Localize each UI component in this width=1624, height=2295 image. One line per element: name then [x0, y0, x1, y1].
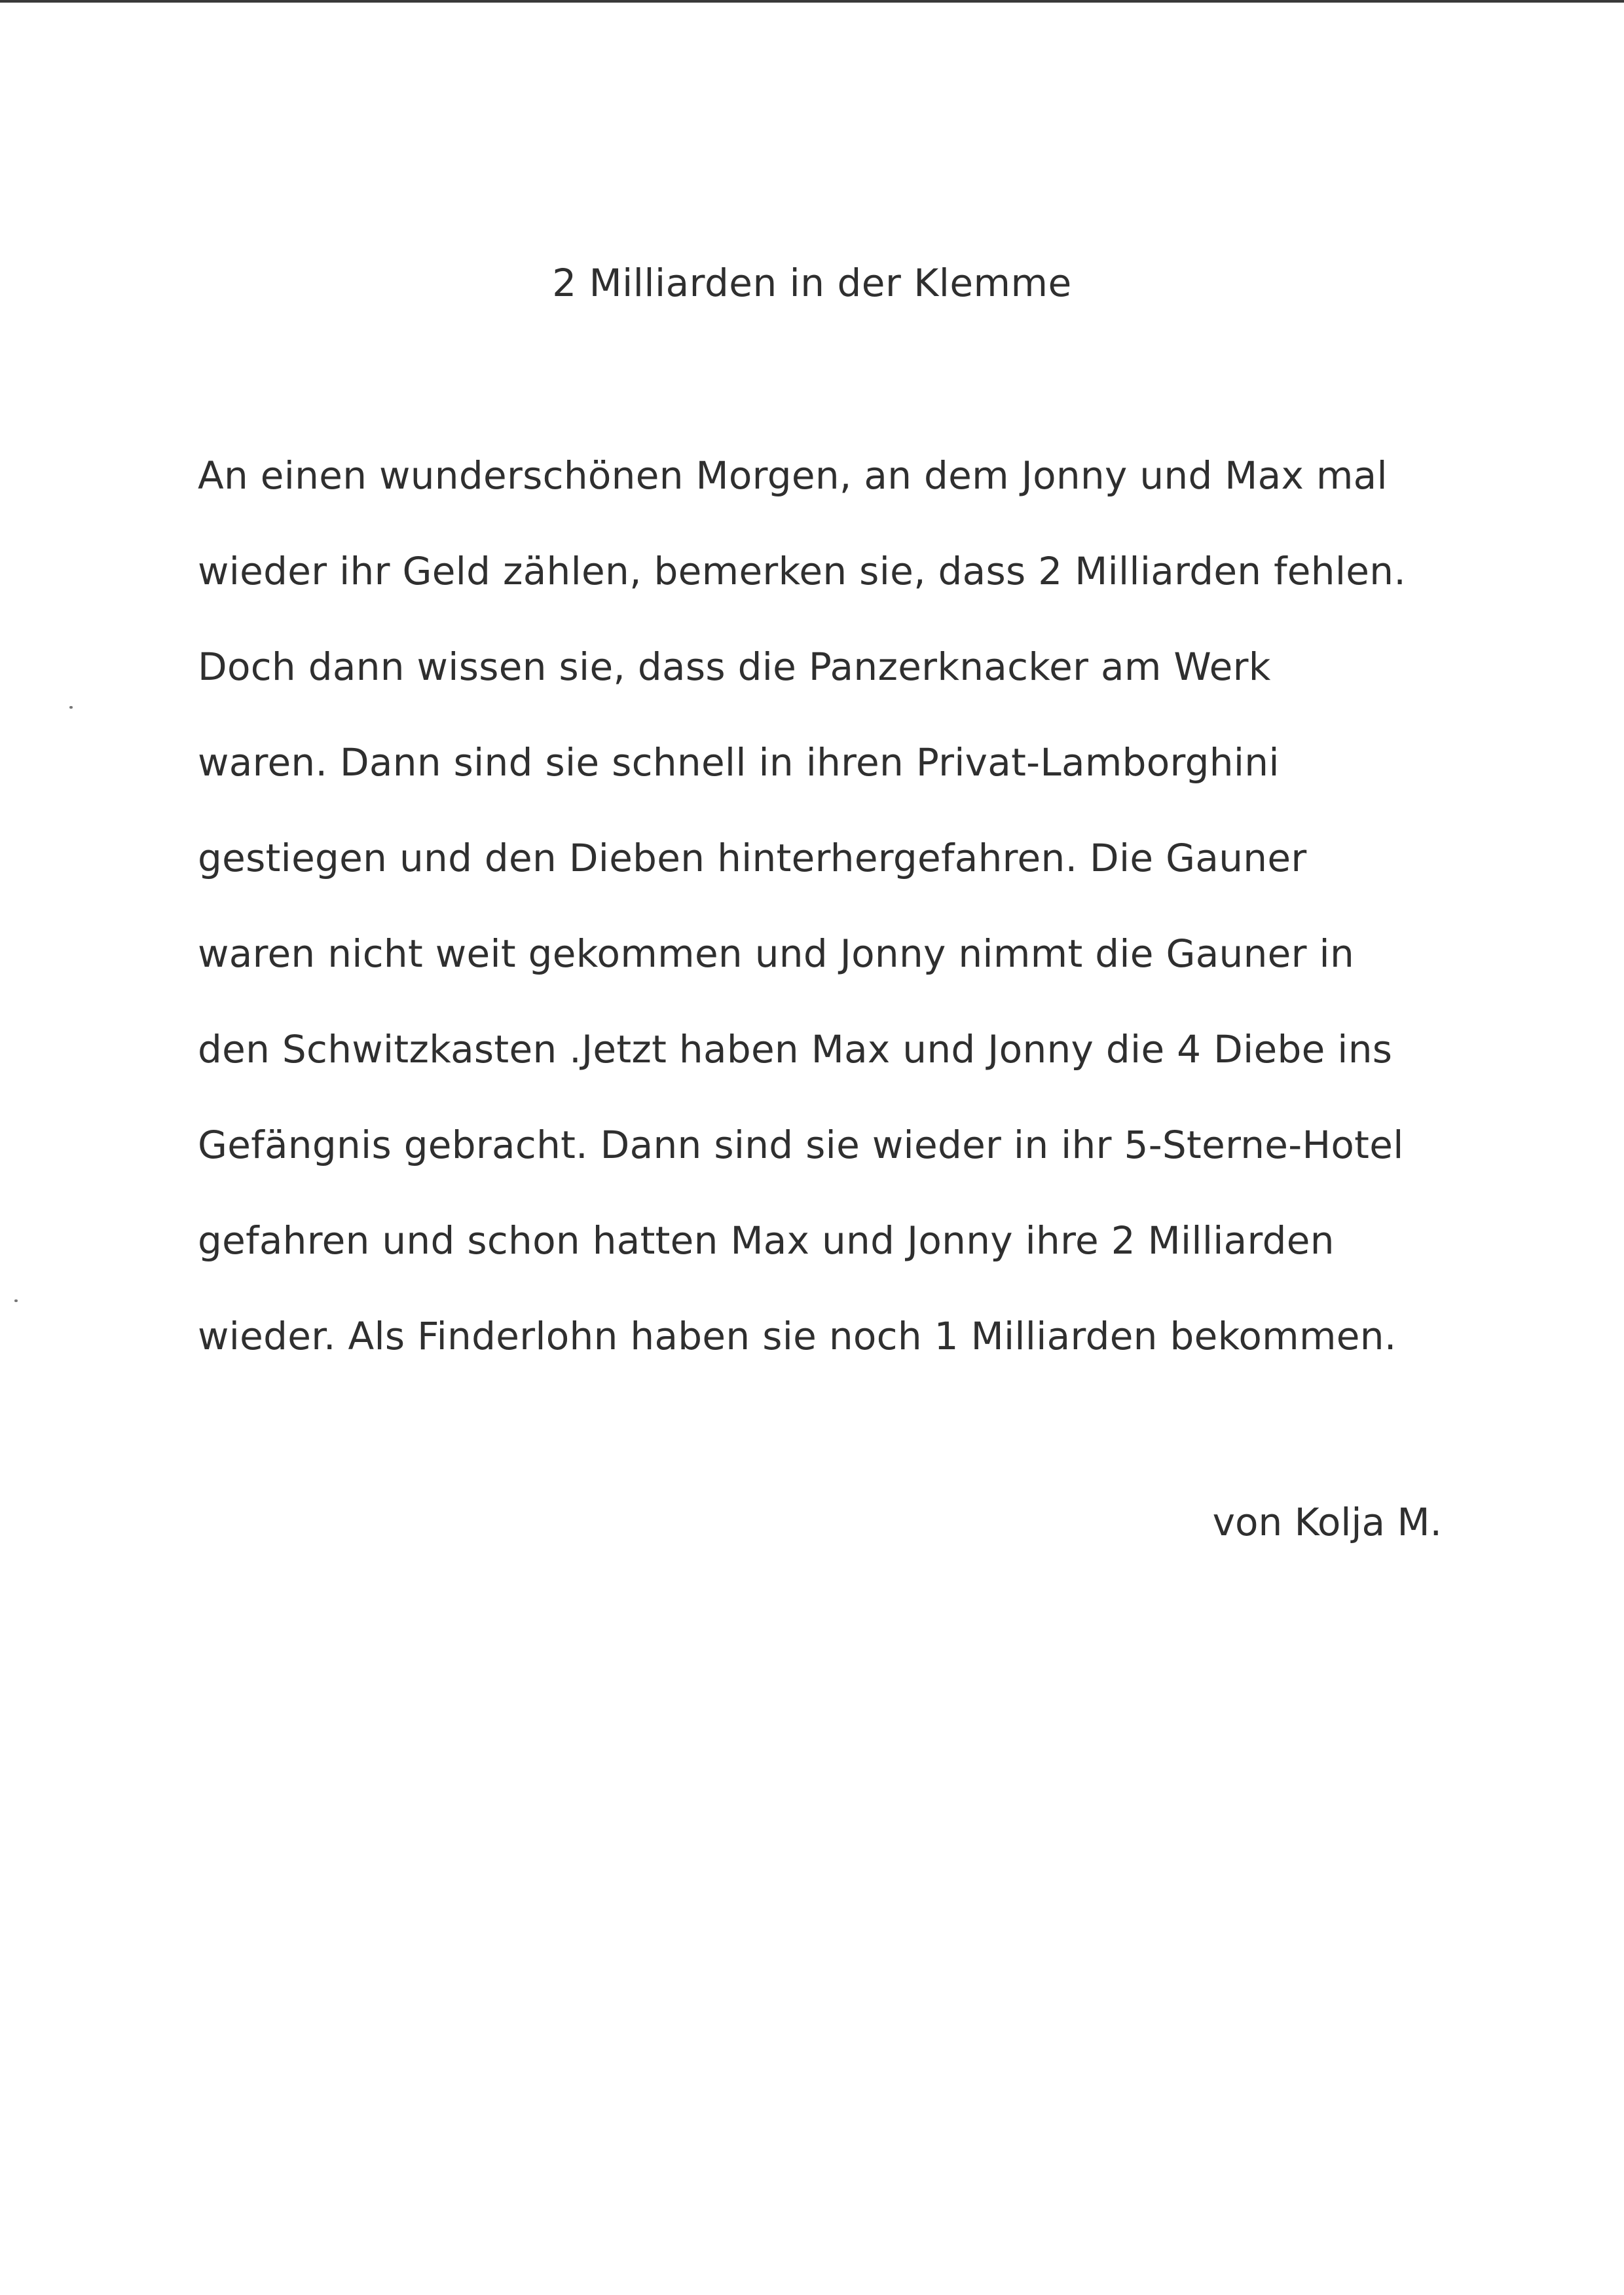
story-line: waren nicht weit gekommen und Jonny nimmt die Gauner in — [198, 931, 1355, 976]
story-line: wieder ihr Geld zählen, bemerken sie, dass 2 Milliarden fehlen. — [198, 549, 1407, 593]
scan-speck — [69, 706, 73, 709]
story-line: waren. Dann sind sie schnell in ihren Privat-Lamborghini — [198, 740, 1280, 785]
story-line: den Schwitzkasten .Jetzt haben Max und Jonny die 4 Diebe ins — [198, 1027, 1393, 1072]
story-line: gestiegen und den Dieben hinterhergefahren. Die Gauner — [198, 836, 1307, 880]
document-title: 2 Milliarden in der Klemme — [552, 261, 1072, 305]
story-line: Doch dann wissen sie, dass die Panzerknacker am Werk — [198, 644, 1271, 689]
story-body — [198, 449, 1494, 1406]
story-line: An einen wunderschönen Morgen, an dem Jonny und Max mal — [198, 453, 1388, 498]
story-line: Gefängnis gebracht. Dann sind sie wieder in ihr 5-Sterne-Hotel — [198, 1123, 1404, 1167]
story-line: gefahren und schon hatten Max und Jonny ihre 2 Milliarden — [198, 1218, 1335, 1263]
author-signature: von Kolja M. — [1212, 1500, 1442, 1544]
scan-speck — [14, 1299, 18, 1302]
story-line: wieder. Als Finderlohn haben sie noch 1 Milliarden bekommen. — [198, 1314, 1397, 1358]
